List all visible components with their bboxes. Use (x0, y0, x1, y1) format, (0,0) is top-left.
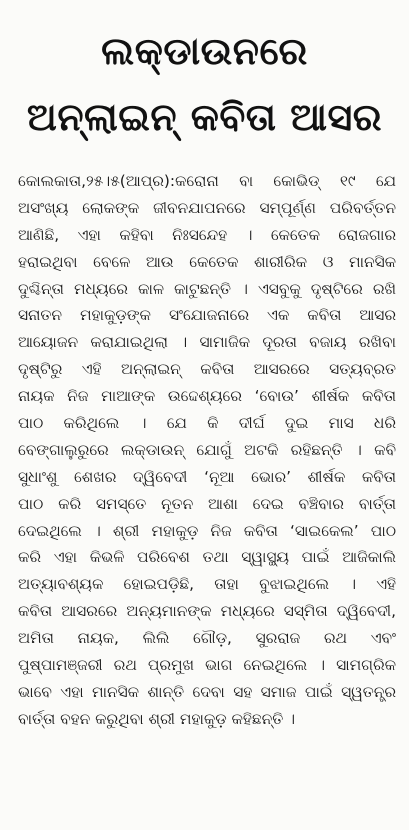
article-line: ଆଣିଛି, ଏହା କହିବା ନିଃସନ୍ଦେହ । କେତେକ ରୋଜଗାର (18, 225, 396, 244)
headline-line-2: ଅନ୍‌ଲାଇନ୍ କବିତା ଆସର (26, 95, 383, 139)
article-line: କୋଲକାତା,୨୫।୫(ଆପ୍ର):କରୋନା ବା କୋଭିଡ୍ ୧୯ ଯେ (18, 172, 396, 190)
article-line: ପୁଷ୍ପାମଞ୍ଜରୀ ରଥ ପ୍ରମୁଖ ଭାଗ ନେଇଥିଲେ । ସାମଗ୍ରିକ (18, 656, 396, 675)
article-line: ଅସଂଖ୍ୟ ଲୋକଙ୍କ ଜୀବନଯାପନରେ ସମ୍ପୂର୍ଣ୍ଣ ପରିବର୍ତ୍ତନ (18, 198, 396, 217)
article-line: ପାଠ କରିଥିଲେ । ଯେ କି ଦୀର୍ଘ ଦୁଇ ମାସ ଧରି (18, 414, 396, 433)
article-line: ହରାଇଥିବା ବେଳେ ଆଉ କେତେକ ଶାରୀରିକ ଓ ମାନସିକ (18, 252, 396, 271)
article-line: କବିତା ଆସରରେ ଅନ୍ୟମାନଙ୍କ ମଧ୍ୟରେ ସସ୍ମିତା ଦ୍ୱିବେଦୀ, (18, 602, 396, 621)
article-line: ଭାବେ ଏହା ମାନସିକ ଶାନ୍ତି ଦେବା ସହ ସମାଜ ପାଇଁ ସ୍ୱତନ୍ତ୍ର (18, 682, 396, 701)
article-line: କରି ଏହା କିଭଳି ପରିବେଶ ତଥା ସ୍ୱାସ୍ଥ୍ୟ ପାଇଁ ଆଜିକାଲି (18, 548, 396, 567)
article-line: ବେଙ୍ଗାଲୁରୁରେ ଲକ୍‌ଡାଉନ୍ ଯୋଗୁଁ ଅଟକି ରହିଛନ୍ତି । କବି (18, 440, 396, 459)
article-line: ଦୁଶ୍ଚିନ୍ତା ମଧ୍ୟରେ କାଳ କାଟୁଛନ୍ତି । ଏସବୁକୁ ଦୃଷ୍ଟିରେ ରଖି (18, 279, 396, 298)
article-line: ସନାତନ ମହାକୁଡ଼ଙ୍କ ସଂଯୋଜନାରେ ଏକ କବିତା ଆସର (18, 306, 396, 325)
article-line: ପାଠ କରି ସମସ୍ତେ ନୂତନ ଆଶା ଦେଇ ବଞ୍ଚିବାର ବାର୍ତ୍ତା (18, 494, 396, 513)
article-line: ଅତ୍ୟାବଶ୍ୟକ ହୋଇପଡ଼ିଛି, ତାହା ବୁଝାଇଥିଲେ । ଏହି (18, 575, 396, 594)
headline-line-1: ଲକ୍‌ଡାଉନରେ (101, 29, 308, 73)
article-body (18, 168, 396, 733)
article-line: ଅମିତା ନାୟକ, ଲିଲି ଗୌଡ଼, ସୁରରାଜ ରଥ ଏବଂ (18, 629, 396, 648)
article-line: ଆୟୋଜନ କରାଯାଇଥିଲା । ସାମାଜିକ ଦୂରତା ବଜାୟ ରଖିବା (18, 333, 396, 352)
article-line: ନାୟକ ନିଜ ମାଆଙ୍କ ଉଦ୍ଦେଶ୍ୟରେ ‘ବୋଉ’ ଶୀର୍ଷକ କବିତା (18, 387, 396, 406)
article-line: ଦୃଷ୍ଟିରୁ ଏହି ଅନ୍‌ଲାଇନ୍ କବିତା ଆସରରେ ସତ୍ୟବ୍ରତ (18, 360, 396, 379)
article-line: ସୁଧାଂଶୁ ଶେଖର ଦ୍ୱିବେଦୀ ‘ନୂଆ ଭୋର’ ଶୀର୍ଷକ କବିତା (18, 467, 396, 486)
article-line: ବାର୍ତ୍ତା ବହନ କରୁଥିବା ଶ୍ରୀ ମହାକୁଡ଼ କହିଛନ୍ତି । (18, 709, 296, 728)
article-line: ଦେଇଥିଲେ । ଶ୍ରୀ ମହାକୁଡ଼ ନିଜ କବିତା ‘ସାଇକେଲ’ ପାଠ (18, 521, 396, 540)
